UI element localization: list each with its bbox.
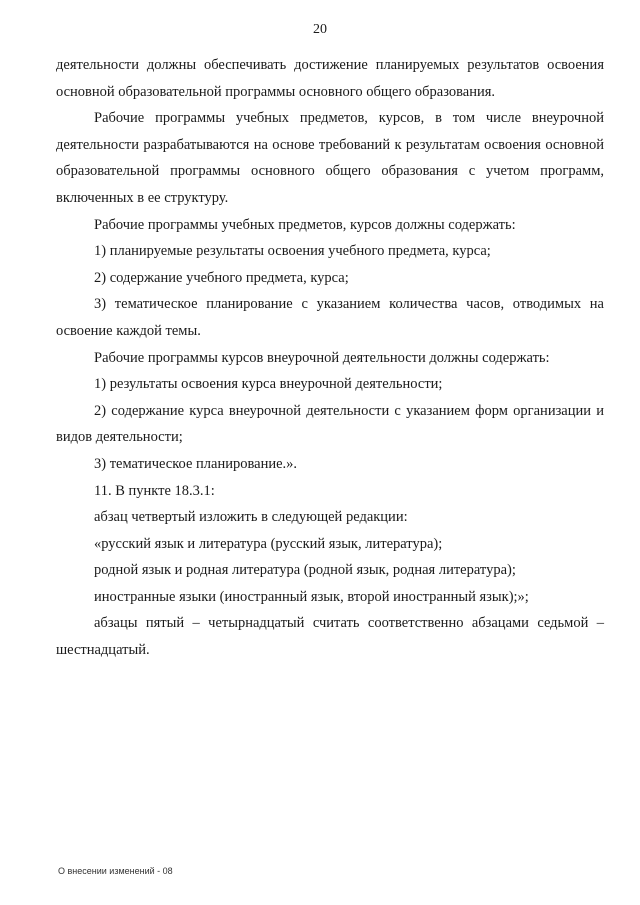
- paragraph: иностранные языки (иностранный язык, второй иностранный язык);»;: [94, 588, 529, 605]
- paragraph: 11. В пункте 18.3.1:: [94, 482, 215, 499]
- paragraph-continuation: деятельности должны обеспечивать достижение планируемых результатов освоения основной образовательной программы основного общего образования.: [56, 57, 604, 100]
- paragraph: абзац четвертый изложить в следующей редакции:: [94, 509, 408, 526]
- footer-note: О внесении изменений - 08: [58, 866, 173, 876]
- paragraph: «русский язык и литература (русский язык, литература);: [94, 535, 443, 552]
- page-number: 20: [313, 22, 327, 37]
- document-body: [56, 52, 604, 664]
- paragraph: Рабочие программы учебных предметов, курсов должны содержать:: [94, 216, 516, 233]
- list-item: 1) планируемые результаты освоения учебного предмета, курса;: [94, 243, 491, 260]
- paragraph: абзацы пятый – четырнадцатый считать соответственно абзацами седьмой – шестнадцатый.: [56, 615, 604, 659]
- list-item: 2) содержание учебного предмета, курса;: [94, 269, 349, 286]
- list-item: 1) результаты освоения курса внеурочной деятельности;: [94, 376, 443, 393]
- paragraph: Рабочие программы курсов внеурочной деятельности должны содержать:: [94, 349, 550, 366]
- list-item: 3) тематическое планирование с указанием количества часов, отводимых на освоение каждой темы.: [56, 296, 604, 339]
- paragraph: родной язык и родная литература (родной язык, родная литература);: [94, 562, 516, 579]
- list-item: 3) тематическое планирование.».: [94, 455, 298, 472]
- paragraph: Рабочие программы учебных предметов, курсов, в том числе внеурочной деятельности разрабатываются на основе требований к результатам освоения основной образовательной программы основного общего образования с учетом программ, включенных в ее структуру.: [56, 110, 604, 206]
- list-item: 2) содержание курса внеурочной деятельности с указанием форм организации и видов деятельности;: [56, 402, 604, 446]
